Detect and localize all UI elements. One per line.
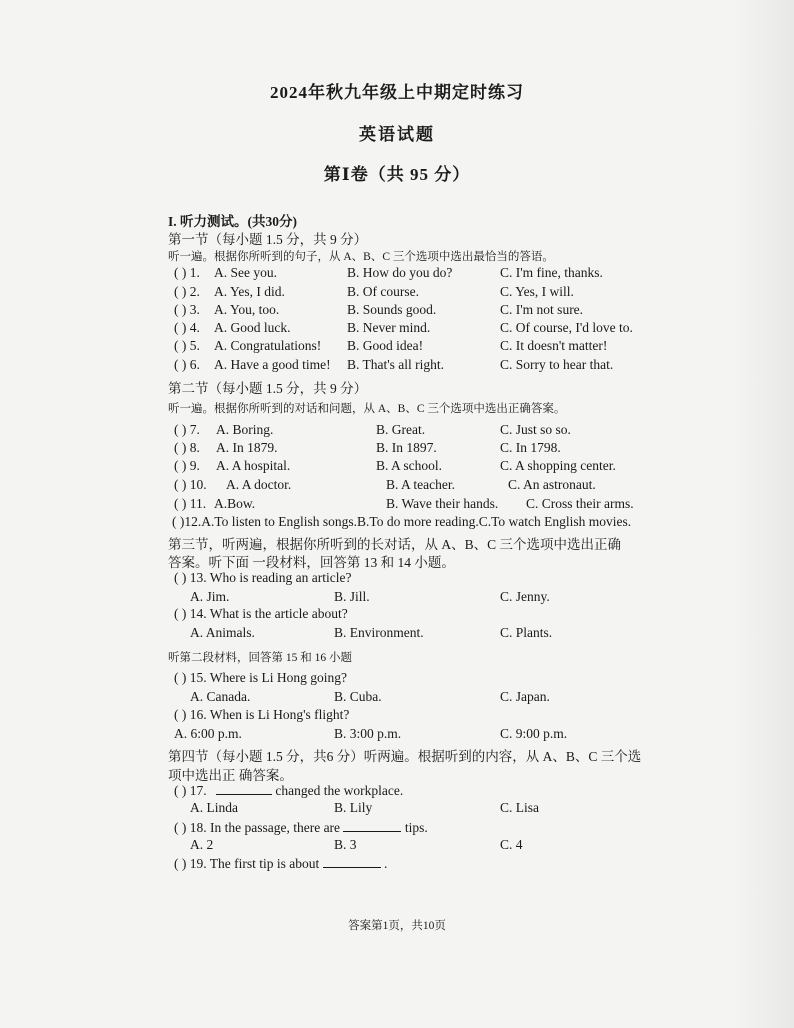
question-17 — [174, 782, 403, 799]
question-number: ( ) 8. — [174, 440, 200, 455]
section4-heading: 第四节（每小题 1.5 分，共6 分）听两遍。根据听到的内容，从 A、B、C 三个选 — [168, 749, 642, 764]
option-a: A. Boring. — [216, 422, 274, 437]
section4-heading-cont: 项中选出正 确答案。 — [168, 768, 293, 783]
option-c: C. Of course, I'd love to. — [500, 320, 633, 335]
option-b: B. Great. — [376, 422, 426, 437]
option-a: A. Congratulations! — [214, 338, 322, 353]
option-a: A. Canada. — [190, 689, 251, 704]
question-18 — [174, 819, 428, 836]
answer-blank — [323, 855, 381, 868]
option-b: B. Never mind. — [347, 320, 431, 335]
question-number: ( ) 1. — [174, 265, 200, 280]
option-c: C. I'm fine, thanks. — [500, 265, 603, 280]
question-15: ( ) 15. Where is Li Hong going? — [174, 670, 347, 685]
option-b: B. Of course. — [347, 284, 419, 299]
option-a: A. Animals. — [190, 625, 255, 640]
option-c: C. A shopping center. — [500, 458, 616, 473]
answer-blank — [343, 819, 401, 832]
option-b: B. That's all right. — [347, 357, 445, 372]
question-text: ( ) 18. In the passage, there are — [174, 820, 341, 835]
question-text: ( ) 19. The first tip is about — [174, 856, 320, 871]
question-text-tail: tips. — [404, 820, 428, 835]
exam-title: 2024年秋九年级上中期定时练习 — [270, 83, 524, 102]
option-b: B. A teacher. — [386, 477, 455, 492]
option-a: A. Good luck. — [214, 320, 291, 335]
option-a: A. 6:00 p.m. — [174, 726, 242, 741]
volume-title: 第Ⅰ卷（共 95 分） — [323, 165, 471, 184]
question-13: ( ) 13. Who is reading an article? — [174, 570, 352, 585]
option-b: B. Sounds good. — [347, 302, 437, 317]
option-b: B. Wave their hands. — [386, 496, 499, 511]
option-b: B. A school. — [376, 458, 443, 473]
option-c: C. Jenny. — [500, 589, 550, 604]
option-c: C. It doesn't matter! — [500, 338, 608, 353]
option-c: C. Japan. — [500, 689, 550, 704]
option-b: B. Lily — [334, 800, 373, 815]
option-c: C. Sorry to hear that. — [500, 357, 614, 372]
option-b: B. 3:00 p.m. — [334, 726, 402, 741]
option-b: B. In 1897. — [376, 440, 437, 455]
question-19 — [174, 855, 387, 872]
question-16: ( ) 16. When is Li Hong's flight? — [174, 707, 350, 722]
option-a: A. Have a good time! — [214, 357, 331, 372]
question-number: ( ) 11. — [174, 496, 207, 511]
question-number: ( ) 10. — [174, 477, 207, 492]
option-a: A. You, too. — [214, 302, 280, 317]
option-b: B. 3 — [334, 837, 357, 852]
option-a: A. Linda — [190, 800, 238, 815]
option-a: A. See you. — [214, 265, 277, 280]
question-number: ( ) 4. — [174, 320, 200, 335]
section1-heading: 第一节（每小题 1.5 分，共 9 分） — [168, 232, 368, 247]
option-c: C. 9:00 p.m. — [500, 726, 568, 741]
section2-instruction: 听一遍。根据你所听到的对话和问题，从 A、B、C 三个选项中选出正确答案。 — [168, 403, 566, 415]
section2-heading: 第二节（每小题 1.5 分，共 9 分） — [168, 381, 368, 396]
option-a: A. A hospital. — [216, 458, 291, 473]
question-12: ( )12.A.To listen to English songs.B.To do more reading.C.To watch English movies. — [172, 514, 632, 529]
option-c: C. 4 — [500, 837, 523, 852]
option-c: C. Cross their arms. — [526, 496, 634, 511]
option-b: B. Environment. — [334, 625, 424, 640]
option-b: B. Cuba. — [334, 689, 382, 704]
question-number: ( ) 5. — [174, 338, 200, 353]
subject-title: 英语试题 — [359, 125, 435, 144]
option-a: A. In 1879. — [216, 440, 278, 455]
option-a: A. A doctor. — [226, 477, 292, 492]
question-number: ( ) 7. — [174, 422, 200, 437]
option-a: A.Bow. — [214, 496, 256, 511]
option-a: A. Yes, I did. — [214, 284, 285, 299]
section3-heading-cont: 答案。听下面 一段材料，回答第 13 和 14 小题。 — [168, 555, 455, 570]
scan-edge-shadow — [734, 0, 794, 1028]
question-number: ( ) 9. — [174, 458, 200, 473]
part-heading: I. 听力测试。(共30分) — [168, 214, 297, 229]
question-14: ( ) 14. What is the article about? — [174, 606, 348, 621]
option-b: B. Good idea! — [347, 338, 424, 353]
option-c: C. Plants. — [500, 625, 553, 640]
question-text: changed the workplace. — [275, 783, 404, 798]
page-footer: 答案第1页，共10页 — [348, 920, 446, 932]
option-c: C. In 1798. — [500, 440, 561, 455]
option-a: A. 2 — [190, 837, 214, 852]
question-number: ( ) 17. — [174, 783, 207, 798]
question-number: ( ) 3. — [174, 302, 200, 317]
option-c: C. I'm not sure. — [500, 302, 584, 317]
option-b: B. Jill. — [334, 589, 370, 604]
section3-subheading: 听第二段材料，回答第 15 和 16 小题 — [168, 652, 352, 664]
option-b: B. How do you do? — [347, 265, 453, 280]
question-number: ( ) 2. — [174, 284, 200, 299]
option-a: A. Jim. — [190, 589, 230, 604]
answer-blank — [216, 782, 272, 795]
question-text-tail: . — [383, 856, 388, 871]
section3-heading: 第三节，听两遍，根据你所听到的长对话，从 A、B、C 三个选项中选出正确 — [168, 537, 622, 552]
option-c: C. An astronaut. — [508, 477, 596, 492]
question-number: ( ) 6. — [174, 357, 200, 372]
option-c: C. Just so so. — [500, 422, 571, 437]
section1-instruction: 听一遍。根据你所听到的句子，从 A、B、C 三个选项中选出最恰当的答语。 — [168, 251, 554, 263]
option-c: C. Yes, I will. — [500, 284, 574, 299]
option-c: C. Lisa — [500, 800, 539, 815]
